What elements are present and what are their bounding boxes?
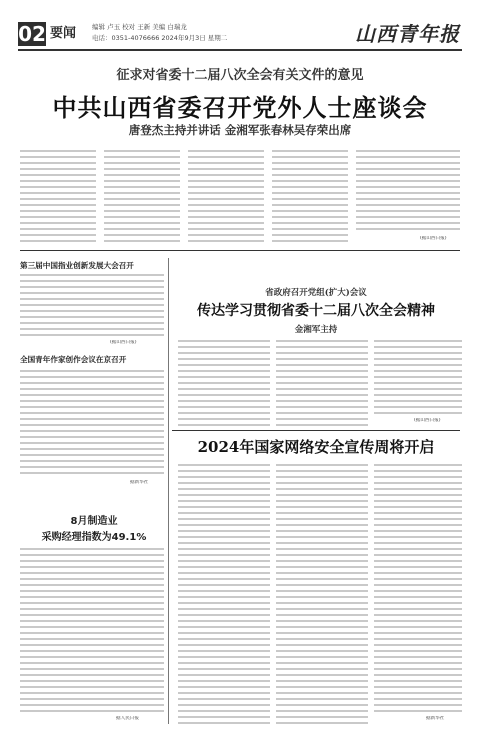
lead-byline-end: (据山西日报) <box>420 236 447 241</box>
sidebar-story3-body <box>20 546 164 714</box>
article2-rule <box>172 430 460 431</box>
article2-body-col3 <box>374 338 462 416</box>
article2-kicker: 省政府召开党组(扩大)会议 <box>265 288 367 298</box>
sidebar-story2-end: 据新华社 <box>130 480 149 485</box>
sidebar-story3-title-1: 8月制造业 <box>70 516 118 527</box>
lead-headline: 中共山西省委召开党外人士座谈会 <box>52 93 428 122</box>
article2-end: (据山西日报) <box>414 418 441 423</box>
sidebar-story1-title: 第三届中国指业创新发展大会召开 <box>20 261 134 270</box>
article3-body-col3 <box>374 462 462 714</box>
lead-kicker: 征求对省委十二届八次全会有关文件的意见 <box>116 68 364 83</box>
lead-body-col2 <box>104 148 180 244</box>
article2-body-col1 <box>178 338 270 426</box>
article2-byline: 金湘军主持 <box>294 325 338 335</box>
header-rule <box>18 49 462 51</box>
sidebar-story1-end: (据山西日报) <box>110 340 137 345</box>
article3-end: 据新华社 <box>426 716 445 721</box>
lead-body-col3 <box>188 148 264 244</box>
article2-body-col2 <box>276 338 368 426</box>
lead-subhead: 唐登杰主持并讲话 金湘军张春林吴存荣出席 <box>128 123 352 137</box>
newspaper-logo: 山西青年报 <box>355 22 460 46</box>
article3-headline: 2024年国家网络安全宣传周将开启 <box>197 438 435 456</box>
article3-body-col1 <box>178 462 270 724</box>
sidebar-story3-title-2: 采购经理指数为49.1% <box>41 532 147 543</box>
sidebar-story3-end: 据人民日报 <box>116 716 139 721</box>
lead-body-col4 <box>272 148 348 244</box>
sidebar-story2-body <box>20 368 164 478</box>
masthead-editors: 编辑 卢玉 校对 王新 美编 白瑞龙 <box>92 23 187 31</box>
sidebar-divider <box>168 258 169 724</box>
masthead-contact: 电话：0351-4076666 2024年9月3日 星期二 <box>92 34 228 42</box>
lead-body-col5 <box>356 148 460 234</box>
article3-body-col2 <box>276 462 368 724</box>
sidebar-story1-body <box>20 272 164 338</box>
lead-rule <box>20 250 460 251</box>
page-header <box>0 0 480 58</box>
article2-headline: 传达学习贯彻省委十二届八次全会精神 <box>197 303 435 319</box>
section-title: 要闻 <box>50 26 77 41</box>
page-number: 02 <box>18 22 46 46</box>
sidebar-story2-title: 全国青年作家创作会议在京召开 <box>20 355 127 364</box>
lead-body-col1 <box>20 148 96 244</box>
